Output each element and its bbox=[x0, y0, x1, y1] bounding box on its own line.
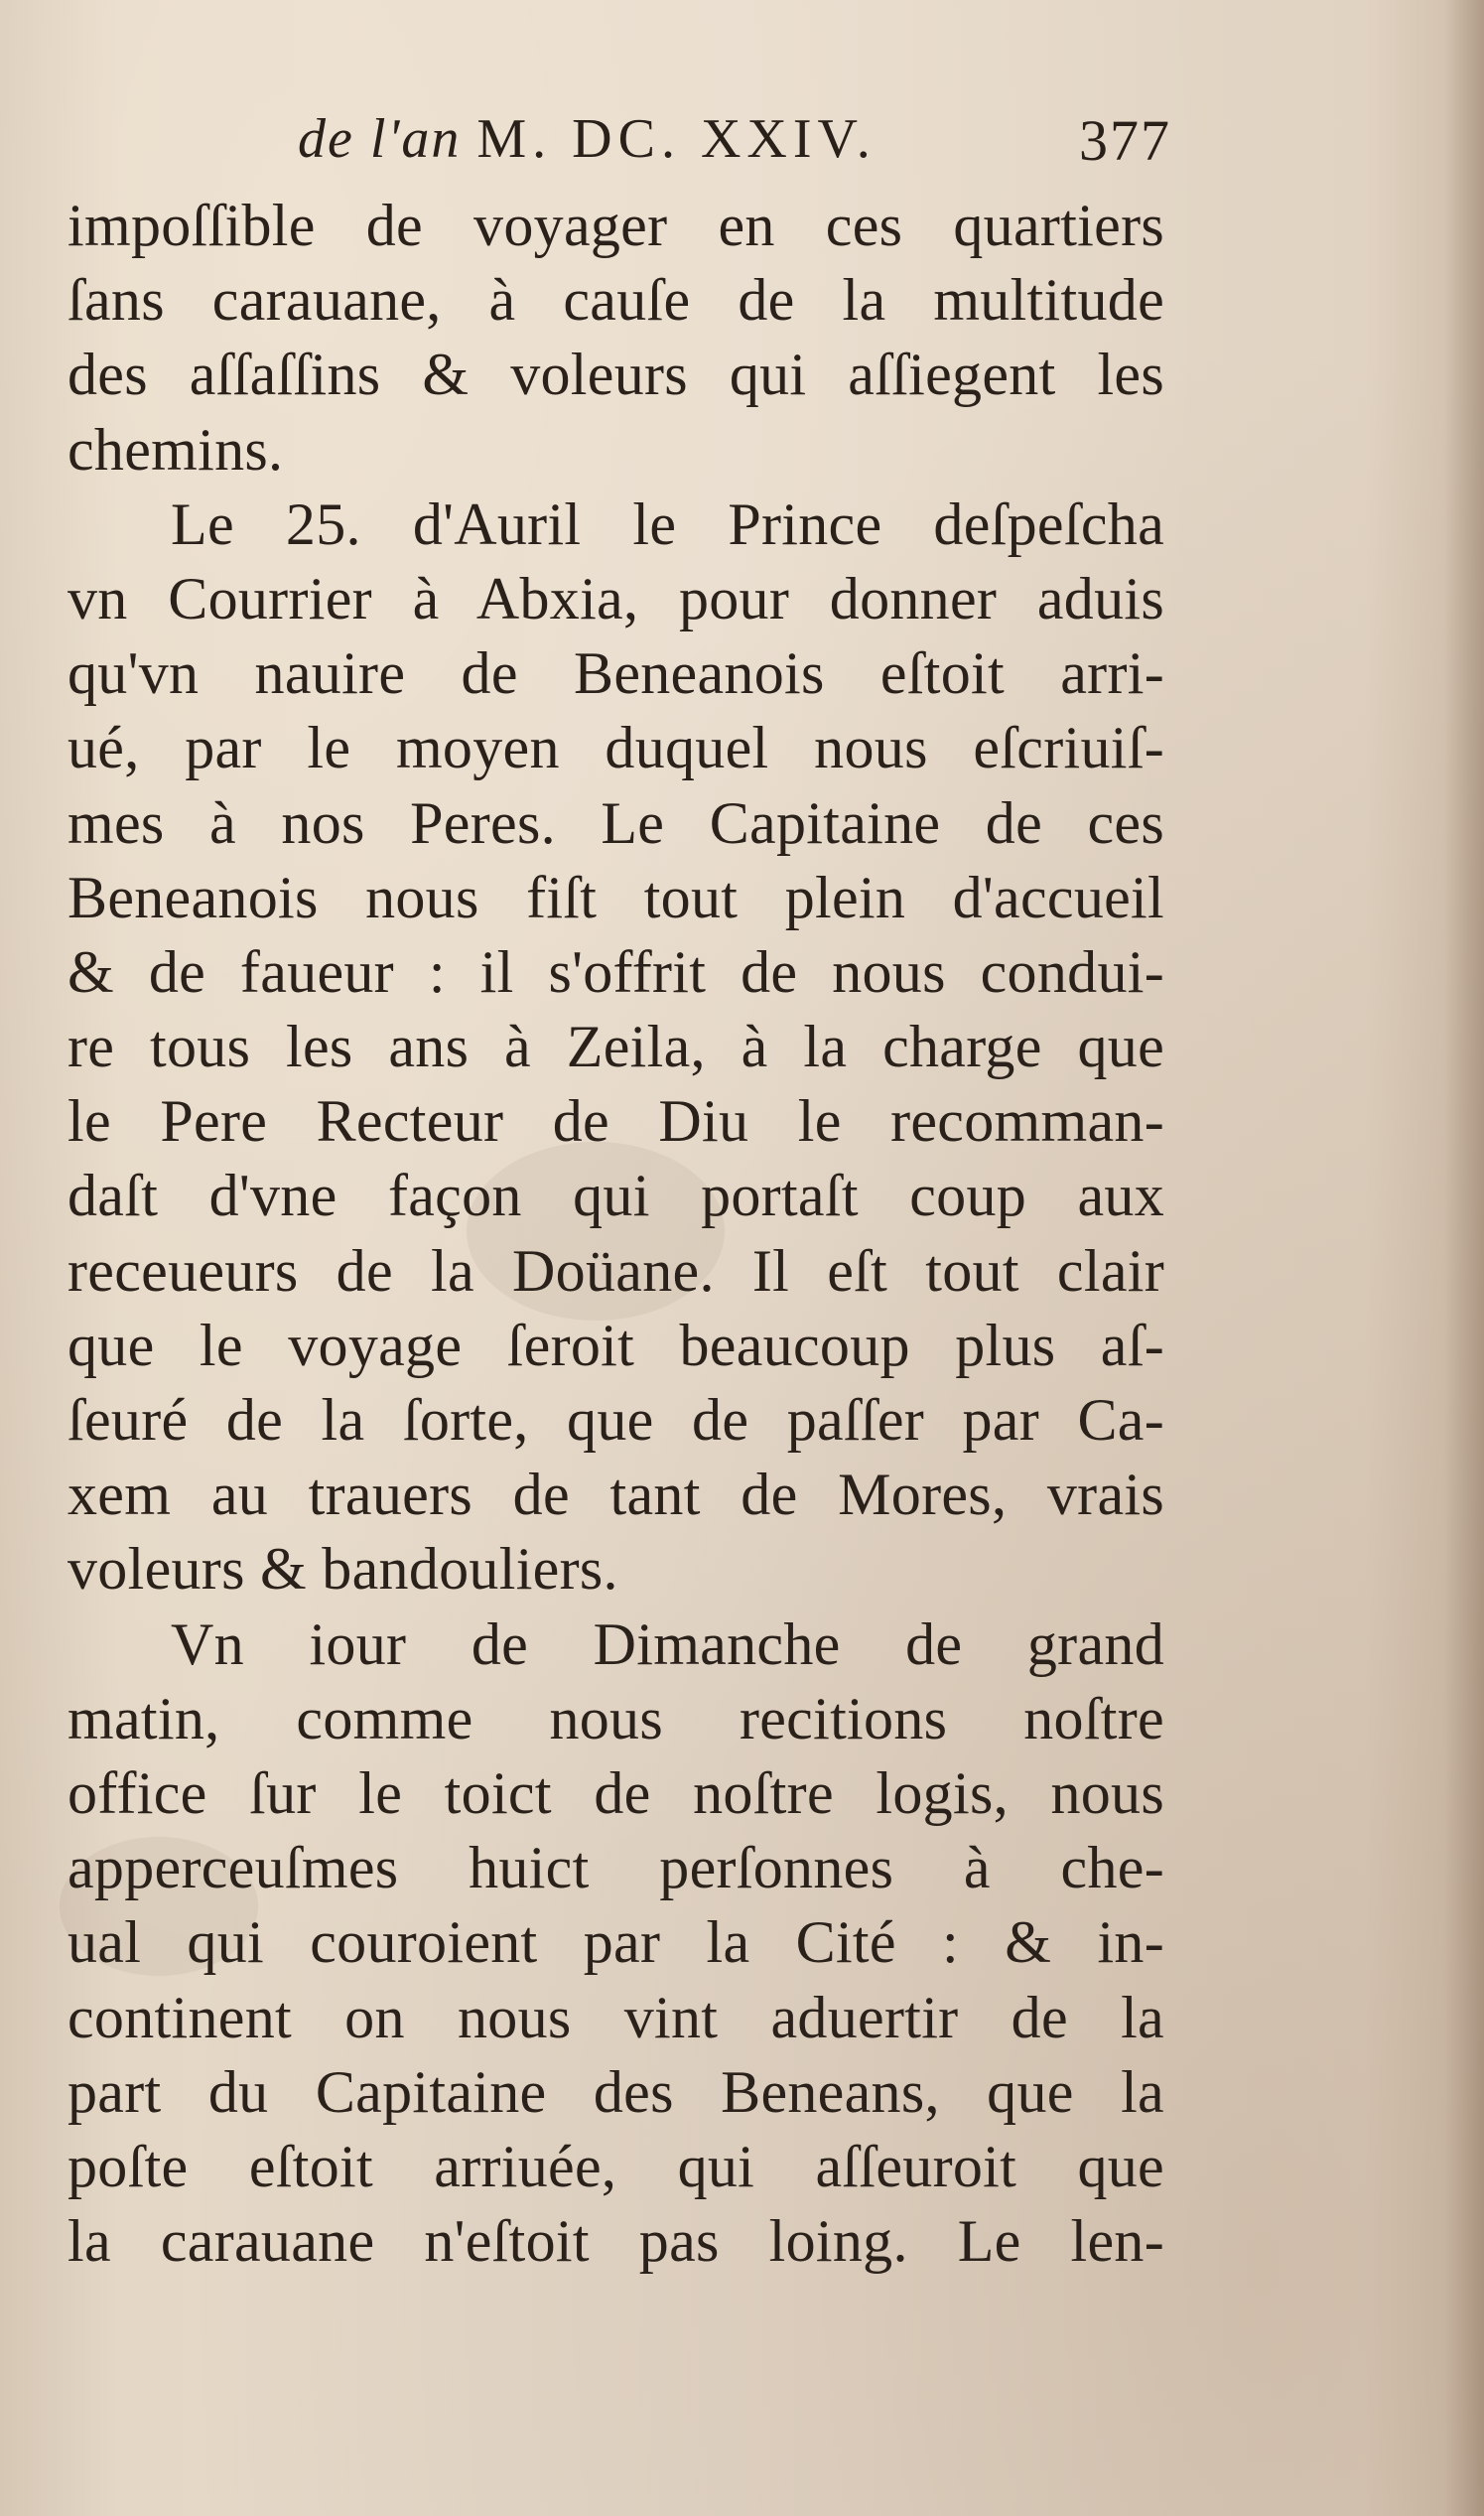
text-line: Beneanois nous fiſt tout plein d'accueil bbox=[67, 864, 1164, 930]
text-line: voleurs & bandouliers. bbox=[67, 1536, 618, 1603]
text-line: part du Capitaine des Beneans, que la bbox=[67, 2058, 1164, 2125]
text-line: continent on nous vint aduertir de la bbox=[67, 1984, 1164, 2050]
text-line: impoſſible de voyager en ces quartiers bbox=[67, 193, 1164, 258]
text-line: daſt d'vne façon qui portaſt coup aux bbox=[67, 1163, 1164, 1229]
text-line: ué, par le moyen duquel nous eſcriuiſ- bbox=[67, 715, 1164, 781]
text-line: mes à nos Peres. Le Capitaine de ces bbox=[67, 789, 1164, 856]
running-title-italic: de l'an bbox=[298, 108, 462, 170]
text-line: que le voyage ſeroit beaucoup plus aſ- bbox=[67, 1312, 1164, 1378]
text-line: & de faueur : il s'offrit de nous condui- bbox=[67, 938, 1164, 1005]
text-line: chemins. bbox=[67, 416, 284, 483]
text-line: Vn iour de Dimanche de grand bbox=[171, 1610, 1164, 1677]
text-line: Le 25. d'Auril le Prince deſpeſcha bbox=[171, 490, 1164, 557]
text-line: ſans carauane, à cauſe de la multitude bbox=[67, 267, 1164, 334]
text-line: office ſur le toict de noſtre logis, nous bbox=[67, 1759, 1164, 1826]
running-title-year: M. DC. XXIV. bbox=[476, 108, 877, 170]
page-number: 377 bbox=[1079, 108, 1171, 173]
text-line: des aſſaſſins & voleurs qui aſſiegent les bbox=[67, 342, 1164, 408]
text-line: qu'vn nauire de Beneanois eſtoit arri- bbox=[67, 640, 1164, 707]
text-line: receueurs de la Doüane. Il eſt tout clair bbox=[67, 1237, 1164, 1304]
text-line: re tous les ans à Zeila, à la charge que bbox=[67, 1014, 1164, 1080]
text-line: la carauane n'eſtoit pas loing. Le len- bbox=[67, 2208, 1164, 2275]
body-text bbox=[67, 189, 1164, 2279]
text-line: apperceuſmes huict perſonnes à che- bbox=[67, 1835, 1164, 1901]
text-line: xem au trauers de tant de Mores, vrais bbox=[67, 1462, 1164, 1528]
page-header bbox=[298, 107, 1171, 187]
text-line: matin, comme nous recitions noſtre bbox=[67, 1685, 1164, 1751]
text-line: vn Courrier à Abxia, pour donner aduis bbox=[67, 565, 1164, 631]
text-line: le Pere Recteur de Diu le recomman- bbox=[67, 1088, 1164, 1155]
text-line: ſeuré de la ſorte, que de paſſer par Ca- bbox=[67, 1387, 1164, 1453]
page-gutter-shadow bbox=[1444, 0, 1484, 2516]
text-line: poſte eſtoit arriuée, qui aſſeuroit que bbox=[67, 2133, 1164, 2199]
text-line: ual qui couroient par la Cité : & in- bbox=[67, 1909, 1164, 1976]
running-title bbox=[298, 107, 877, 171]
